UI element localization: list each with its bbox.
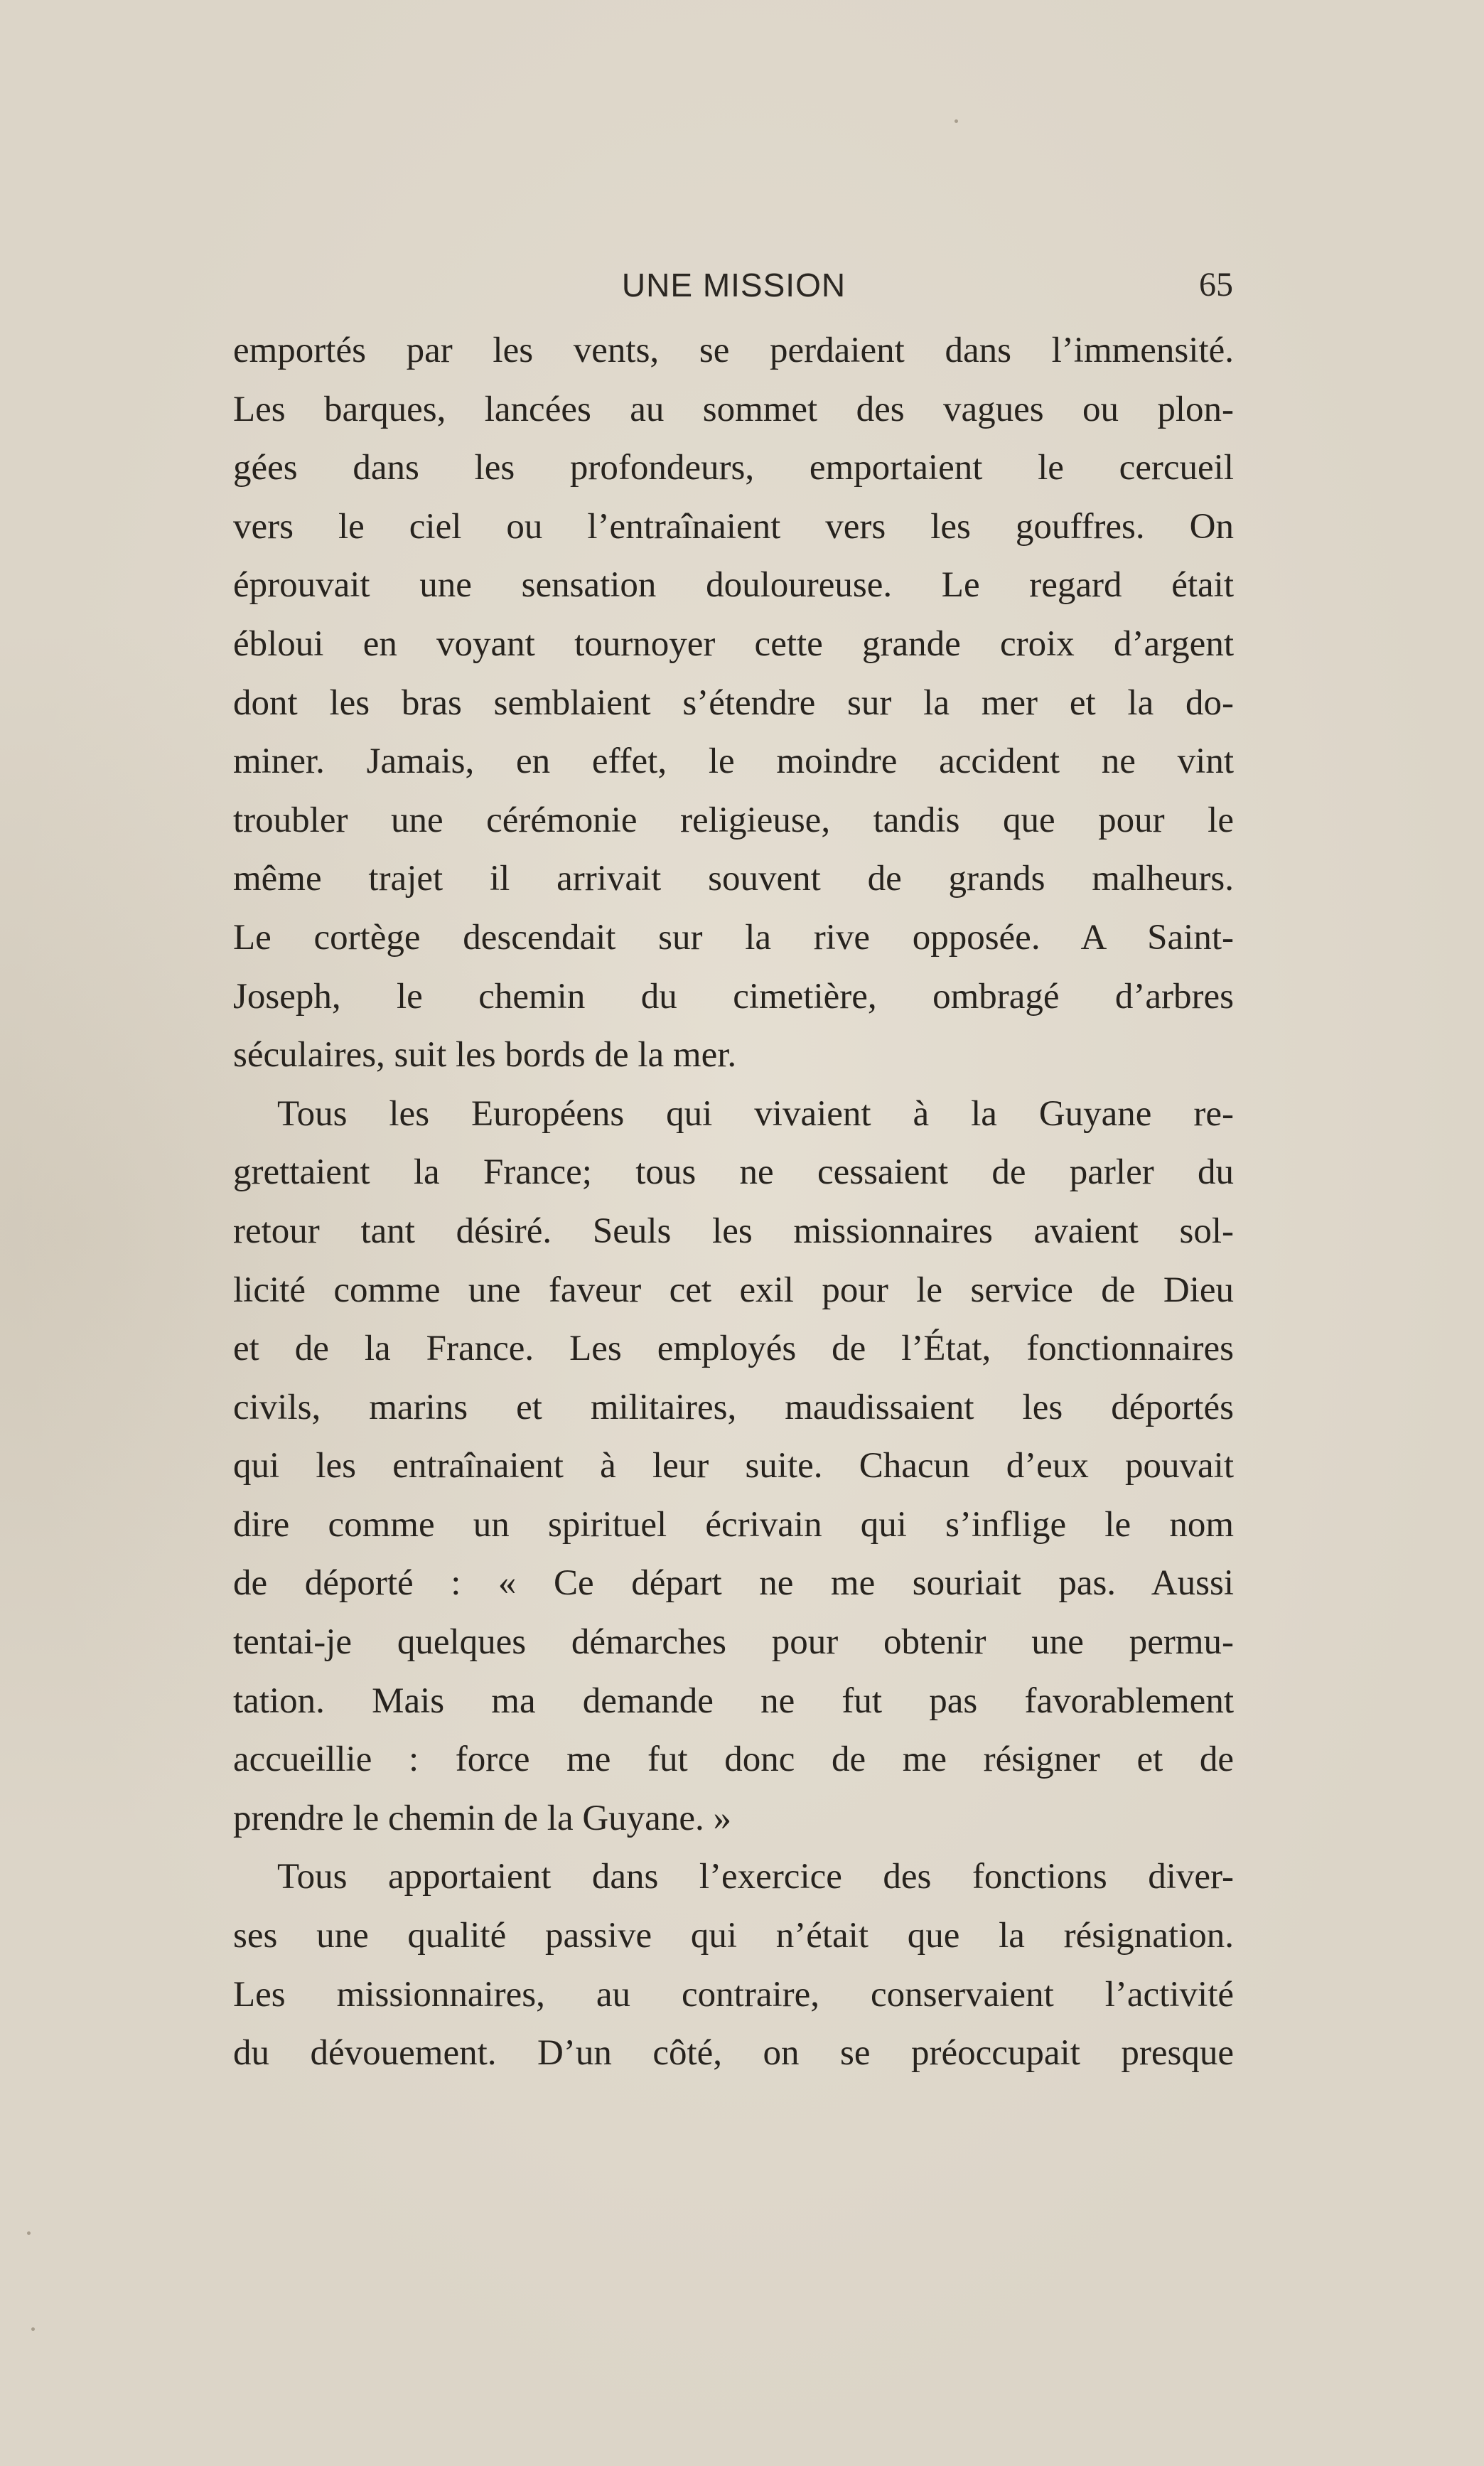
text-line: dire comme un spirituel écrivain qui s’inflige le nom [233,1504,1234,1545]
text-line: ébloui en voyant tournoyer cette grande croix d’argent [233,623,1234,664]
paper-speck [27,2231,31,2235]
paper-speck [955,119,958,123]
text-line: vers le ciel ou l’entraînaient vers les gouffres. On [233,506,1234,547]
text-line: miner. Jamais, en effet, le moindre accident ne vint [233,741,1234,782]
text-line: éprouvait une sensation douloureuse. Le regard était [233,565,1234,606]
text-line: séculaires, suit les bords de la mer. [233,1035,737,1076]
paper-speck [31,2327,35,2331]
text-line: accueillie : force me fut donc de me résigner et de [233,1739,1234,1780]
text-line: tentai-je quelques démarches pour obtenir une permu- [233,1622,1234,1663]
text-line: Joseph, le chemin du cimetière, ombragé d’arbres [233,976,1234,1017]
text-line: qui les entraînaient à leur suite. Chacun d’eux pouvait [233,1446,1234,1486]
page-header [235,260,1233,310]
text-line: emportés par les vents, se perdaient dans l’immensité. [233,331,1234,370]
text-line: du dévouement. D’un côté, on se préoccupait presque [233,2033,1234,2074]
text-line: ses une qualité passive qui n’était que la résignation. [233,1916,1234,1956]
text-line: dont les bras semblaient s’étendre sur la mer et la do- [233,682,1234,723]
text-line: Le cortège descendait sur la rive opposée. A Saint- [233,917,1234,958]
text-line: et de la France. Les employés de l’État, fonctionnaires [233,1329,1234,1369]
text-line: licité comme une faveur cet exil pour le service de Dieu [233,1270,1234,1310]
text-line: même trajet il arrivait souvent de grands malheurs. [233,859,1234,899]
text-line: prendre le chemin de la Guyane. » [233,1798,731,1838]
text-line: grettaient la France; tous ne cessaient de parler du [233,1152,1234,1193]
text-line: gées dans les profondeurs, emportaient le cercueil [233,448,1234,488]
text-line: Tous apportaient dans l’exercice des fonctions diver- [277,1857,1234,1897]
text-line: de déporté : « Ce départ ne me souriait pas. Aussi [233,1563,1234,1604]
body-text [233,321,1234,2083]
text-line: troubler une cérémonie religieuse, tandis que pour le [233,800,1234,840]
page-number: 65 [1199,266,1233,304]
running-title: UNE MISSION [621,267,846,304]
text-line: Les barques, lancées au sommet des vagues ou plon- [233,389,1234,429]
text-line: Tous les Européens qui vivaient à la Guyane re- [277,1093,1234,1134]
text-line: retour tant désiré. Seuls les missionnaires avaient sol- [233,1211,1234,1251]
text-line: Les missionnaires, au contraire, conservaient l’activité [233,1974,1234,2015]
text-line: civils, marins et militaires, maudissaient les déportés [233,1387,1234,1427]
text-line: tation. Mais ma demande ne fut pas favorablement [233,1680,1234,1721]
